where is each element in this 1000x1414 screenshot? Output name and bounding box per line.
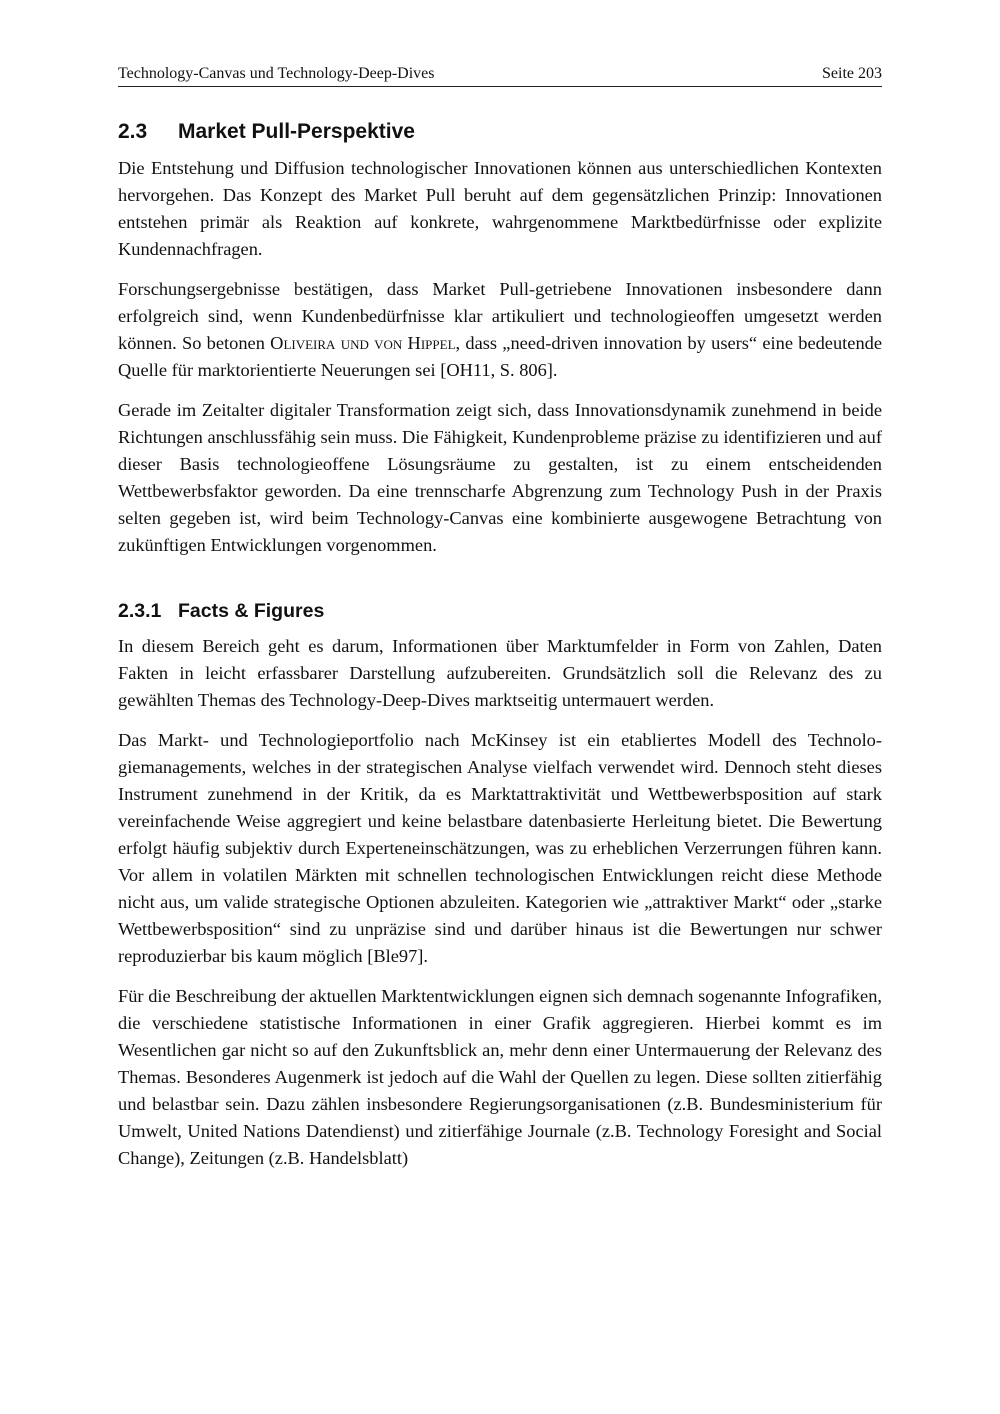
paragraph-text: , dass „need-driven innovation by users“ eine bedeutende Quelle für marktorientierte Neuerungen sei [OH11, S. 806]. xyxy=(118,333,882,380)
subsection-paragraph-1: In diesem Bereich geht es darum, Informationen über Marktumfelder in Form von Zahlen, Daten Fakten in leicht erfassbarer Darstellung aufzubereiten. Grundsätzlich soll die Relevanz des zu gewählten Themas des Technology-Deep-Dives marktseitig untermauert werden. xyxy=(118,636,882,710)
subsection-heading xyxy=(118,599,882,623)
page-number: Seite 203 xyxy=(822,65,882,82)
section-paragraph-1: Die Entstehung und Diffusion technologischer Innovationen können aus unterschiedlichen Kontexten hervorgehen. Das Konzept des Market Pull beruht auf dem gegensätzlichen Prinzip: Innovationen entstehen primär als Reaktion auf konkrete, wahrgenommene Marktbedürfnisse oder explizite Kundennachfragen. xyxy=(118,158,882,259)
section-heading xyxy=(118,119,882,145)
subsection-number: 2.3.1 xyxy=(118,600,162,622)
section-paragraph-3: Gerade im Zeitalter digitaler Transformation zeigt sich, dass Innovationsdynamik zunehmend in beide Richtungen anschlussfähig sein muss. Die Fähigkeit, Kundenprobleme präzise zu identifizieren und auf dieser Basis technologieoffene Lösungsräume zu gestalten, ist zu einem entscheidenden Wettbewerbsfaktor geworden. Da eine trennscharfe Abgrenzung zum Technology Push in der Praxis selten gegeben ist, wird beim Technology-Canvas eine kombinierte ausgewogene Betrachtung von zukünftigen Entwicklungen vorgenommen. xyxy=(118,400,882,555)
subsection-paragraph-2: Das Markt- und Technologieportfolio nach McKinsey ist ein etabliertes Modell des Technologiemanagements, welches in der strategischen Analyse vielfach verwendet wird. Dennoch steht dieses Instrument zunehmend in der Kritik, da es Marktattraktivität und Wettbewerbsposition auf stark vereinfachende Weise aggregiert und keine belastbare datenbasierte Herleitung bietet. Die Bewertung erfolgt häufig subjektiv durch Experteneinschätzungen, was zu erheblichen Verzerrungen führen kann. Vor allem in volatilen Märkten mit schnellen technologischen Entwicklungen reicht diese Methode nicht aus, um valide strategische Optionen abzuleiten. Kategorien wie „attraktiver Markt“ oder „starke Wettbewerbsposition“ sind zu unpräzise sind und darüber hinaus ist die Bewertungen nur schwer reproduzierbar bis kaum möglich [Ble97]. xyxy=(118,730,882,966)
section-paragraph-2 xyxy=(118,276,882,384)
author-names: Oliveira und von Hippel xyxy=(270,333,456,353)
paragraph-text: Forschungsergebnisse bestätigen, dass Market Pull-getriebene Innovationen insbesondere dann erfolgreich sind, wenn Kundenbedürfnisse klar artikuliert und technologieoffen umgesetzt werden können. So betonen xyxy=(118,279,882,353)
header-title: Technology-Canvas und Technology-Deep-Dives xyxy=(118,65,435,82)
subsection-title: Facts & Figures xyxy=(178,600,325,622)
section-title: Market Pull-Perspektive xyxy=(178,120,415,143)
document-page xyxy=(118,64,882,1185)
running-header xyxy=(118,64,882,87)
subsection-paragraph-3: Für die Beschreibung der aktuellen Marktentwicklungen eignen sich demnach sogenannte Infografiken, die verschiedene statistische Informationen in einer Grafik aggregieren. Hierbei kommt es im Wesentlichen gar nicht so auf den Zukunftsblick an, mehr denn einer Untermauerung der Relevanz des Themas. Besonderes Augenmerk ist jedoch auf die Wahl der Quellen zu legen. Diese sollten zitierfähig und belastbar sein. Dazu zählen insbesondere Regierungsorganisationen (z.B. Bundesministerium für Umwelt, United Nations Datendienst) und zitierfähige Journale (z.B. Technology Foresight and Social Change), Zeitungen (z.B. Handelsblatt) xyxy=(118,986,882,1168)
section-number: 2.3 xyxy=(118,120,148,143)
